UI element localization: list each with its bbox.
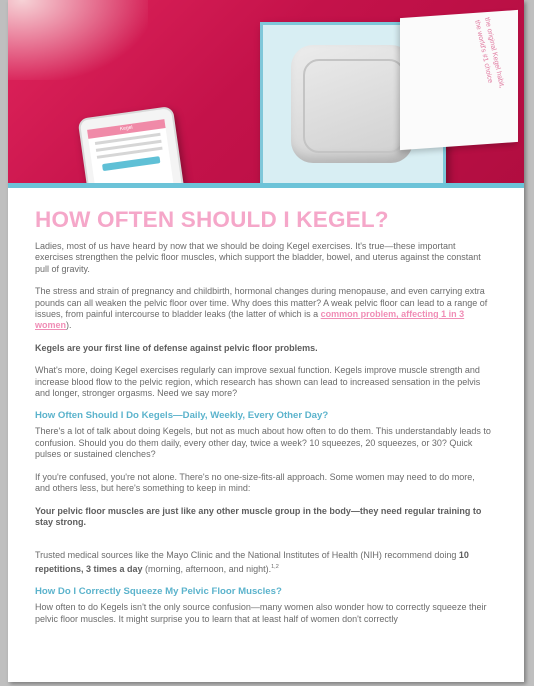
paragraph-recommendation: Trusted medical sources like the Mayo Clinic and the National Institutes of Health (NIH) recommend doing 10 repetitions, 3 times a day (morning, afternoon, and night).$^{1,2}$: [35, 550, 469, 574]
lid-text: the original Kegel habit, the world's #1 choice: [473, 16, 506, 90]
citation-superscript: 1,2: [271, 563, 279, 570]
kegel-device: [291, 45, 413, 163]
subheading-how-often: How Often Should I Do Kegels—Daily, Weekly, Every Other Day?: [35, 410, 329, 422]
background-light: [8, 0, 148, 80]
subheading-how-squeeze: How Do I Correctly Squeeze My Pelvic Floor Muscles?: [35, 586, 282, 598]
paragraph-pelvic-floor: The stress and strain of pregnancy and childbirth, hormonal changes during menopause, and even carrying extra pounds can all weaken the pelvic floor over time. Why does this matter? A weak pelvic floor can lead to a range of issues, from painful intercourse to bladder leaks (the latter of which is a common problem, affecting 1 in 3 women).: [35, 286, 488, 331]
paragraph-sexual-function: What's more, doing Kegel exercises regularly can improve sexual function. Kegels improve muscle strength and increase blood flow to the pelvic region, which research has shown can lead to increased sensation in the pelvis and longer, stronger orgasms. Need we say more?: [35, 365, 481, 399]
box-lid: [400, 10, 518, 150]
phone-app-button: [102, 156, 160, 171]
paragraph-confusion: There's a lot of talk about doing Kegels, but not as much about how often to do them. This understandably leads to confusion. Should you do them daily, every other day, twice a week? 10 squeezes, 20 squeezes, or 30? Quick pulses or sustained clenches?: [35, 426, 491, 460]
paragraph-not-alone: If you're confused, you're not alone. There's no one-size-fits-all approach. Some women may need to do more, and others less, but here's something to keep in mind:: [35, 471, 475, 494]
phone-screen: [87, 119, 175, 188]
article-title: HOW OFTEN SHOULD I KEGEL?: [35, 207, 389, 232]
smartphone-image: [78, 106, 187, 188]
hero-photo: [8, 0, 524, 188]
hero-divider-strip: [8, 183, 524, 188]
article-body: [35, 206, 491, 636]
document-page: [8, 0, 524, 682]
paragraph-regular-training: Your pelvic floor muscles are just like any other muscle group in the body—they need regular training to stay strong.: [35, 505, 482, 527]
common-problem-link[interactable]: common problem, affecting 1 in 3 women: [35, 309, 465, 331]
phone-app-header: Kegel: [87, 119, 165, 139]
paragraph-first-line-defense: Kegels are your first line of defense against pelvic floor problems.: [35, 342, 318, 353]
paragraph-intro: Ladies, most of us have heard by now that we should be doing Kegel exercises. It's true—these important exercises strengthen the pelvic floor muscles, which support the bladder, bowel, and uterus against the constant pull of gravity.: [35, 241, 481, 274]
paragraph-squeeze: How often to do Kegels isn't the only source confusion—many women also wonder how to correctly squeeze their pelvic floor muscles. It might surprise you to learn that at least half of women don't correctly: [35, 602, 487, 624]
